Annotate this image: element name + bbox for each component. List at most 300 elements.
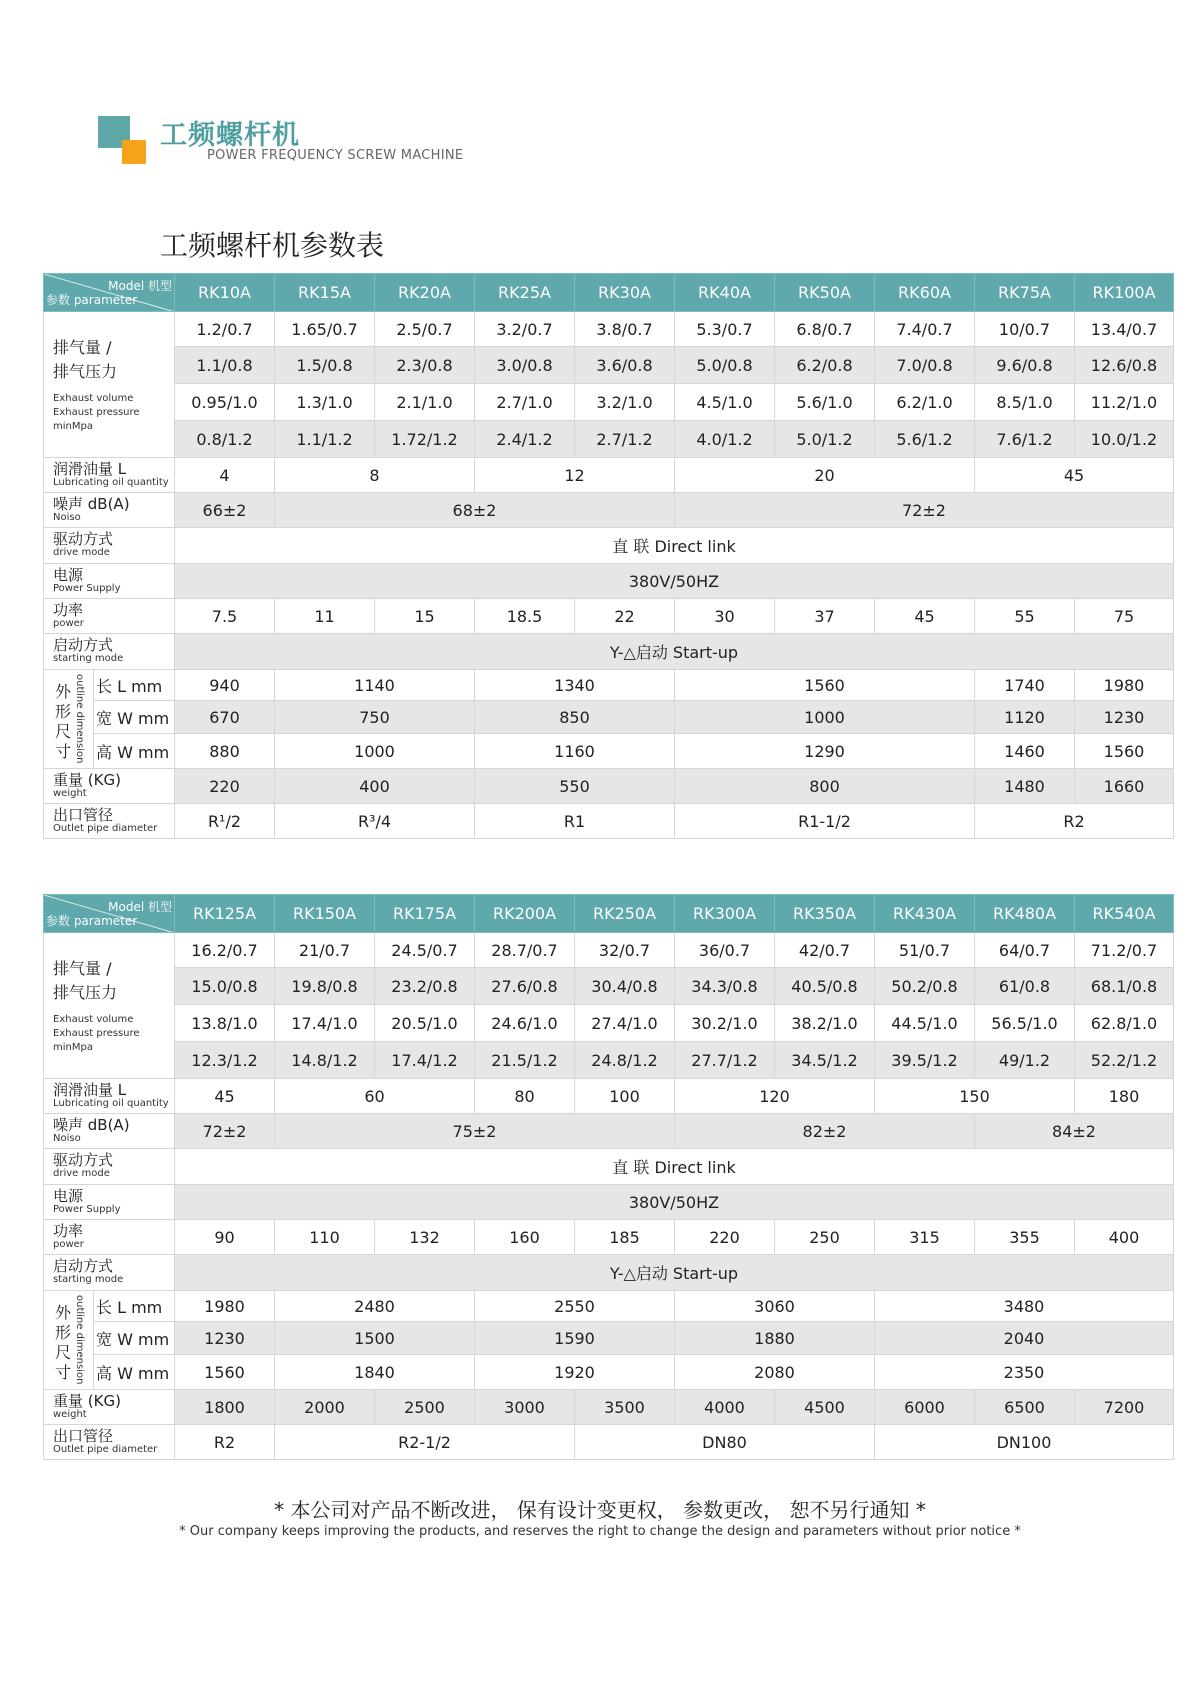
table-cell: 3.2/0.7 — [475, 312, 575, 347]
table-cell: 4.0/1.2 — [675, 421, 775, 458]
table-cell: 1120 — [975, 701, 1075, 734]
model-header: RK10A — [175, 274, 275, 312]
pipe-label — [44, 1425, 175, 1460]
table-cell: 1340 — [475, 670, 675, 701]
table-cell: 40.5/0.8 — [775, 968, 875, 1005]
table-cell: 400 — [275, 769, 475, 804]
drive-label — [44, 528, 175, 564]
brand-logo — [98, 116, 148, 166]
table-cell: 1.3/1.0 — [275, 384, 375, 421]
table-cell: 2.7/1.2 — [575, 421, 675, 458]
table-cell: 50.2/0.8 — [875, 968, 975, 1005]
power-row — [44, 599, 1174, 634]
drive-row — [44, 1149, 1174, 1185]
power-supply-row — [44, 564, 1174, 599]
table-cell: 37 — [775, 599, 875, 634]
table-cell: 2350 — [875, 1355, 1174, 1390]
table-cell: 39.5/1.2 — [875, 1042, 975, 1079]
table-cell: 18.5 — [475, 599, 575, 634]
table-cell: R2-1/2 — [275, 1425, 575, 1460]
noise-row — [44, 493, 1174, 528]
table-cell: 2.5/0.7 — [375, 312, 475, 347]
exhaust-label-en3: minMpa — [53, 420, 93, 432]
table-cell: DN100 — [875, 1425, 1174, 1460]
table-cell: 1980 — [1075, 670, 1174, 701]
table-cell: 1880 — [675, 1322, 875, 1355]
table-cell: 120 — [675, 1079, 875, 1114]
noise-label-cn: 噪声 dB(A) — [53, 1115, 130, 1134]
noise-label-en: Noiso — [53, 1132, 81, 1144]
weight-label-cn: 重量 (KG) — [53, 770, 121, 789]
weight-label-en: weight — [53, 787, 87, 799]
noise-label-en: Noiso — [53, 511, 81, 523]
table-cell: 185 — [575, 1220, 675, 1255]
disclaimer-cn: * 本公司对产品不断改进， 保有设计变更权， 参数更改， 恕不另行通知 * — [274, 1498, 926, 1522]
table-cell: 850 — [475, 701, 675, 734]
corner-parameter-label: 参数 parameter — [46, 914, 138, 928]
table-cell: 51/0.7 — [875, 933, 975, 968]
table-cell: 20 — [675, 458, 975, 493]
table-cell: 3.0/0.8 — [475, 347, 575, 384]
table-cell: 19.8/0.8 — [275, 968, 375, 1005]
start-row — [44, 1255, 1174, 1291]
table-cell: 2080 — [675, 1355, 875, 1390]
table-cell: 5.0/0.8 — [675, 347, 775, 384]
table-cell: 72±2 — [175, 1114, 275, 1149]
table-cell: 100 — [575, 1079, 675, 1114]
table-cell: 1000 — [675, 701, 975, 734]
exhaust-label-en1: Exhaust volume — [53, 1013, 134, 1025]
table-cell: 1560 — [675, 670, 975, 701]
table-cell: 1660 — [1075, 769, 1174, 804]
brand-subtitle: POWER FREQUENCY SCREW MACHINE — [207, 148, 464, 163]
model-header: RK150A — [275, 895, 375, 933]
exhaust-row — [44, 933, 1174, 968]
oil-row — [44, 1079, 1174, 1114]
power-label-cn: 功率 — [53, 600, 84, 619]
table-cell: 45 — [875, 599, 975, 634]
table-cell: Y-△启动 Start-up — [175, 1255, 1174, 1291]
table-cell: R1-1/2 — [675, 804, 975, 839]
exhaust-row — [44, 968, 1174, 1005]
outline-label-en: outline dimension — [74, 674, 85, 764]
pipe-label — [44, 804, 175, 839]
power-label-en: power — [53, 617, 84, 629]
power-supply-label — [44, 1185, 175, 1220]
table-cell: 34.5/1.2 — [775, 1042, 875, 1079]
model-header: RK430A — [875, 895, 975, 933]
table-cell: 1.72/1.2 — [375, 421, 475, 458]
table-cell: 12.3/1.2 — [175, 1042, 275, 1079]
table-cell: 7.4/0.7 — [875, 312, 975, 347]
exhaust-label-en1: Exhaust volume — [53, 392, 134, 404]
table-cell: 7.0/0.8 — [875, 347, 975, 384]
start-label-cn: 启动方式 — [53, 1257, 114, 1276]
table-cell: 4 — [175, 458, 275, 493]
table-cell: 132 — [375, 1220, 475, 1255]
table-cell: DN80 — [575, 1425, 875, 1460]
table-cell: 52.2/1.2 — [1075, 1042, 1174, 1079]
table-cell: 13.8/1.0 — [175, 1005, 275, 1042]
disclaimer-en: * Our company keeps improving the products, and reserves the right to change the design and parameters without prior notice * — [179, 1524, 1021, 1539]
model-header: RK60A — [875, 274, 975, 312]
spec-table-2 — [43, 894, 1174, 1460]
table-cell: 4000 — [675, 1390, 775, 1425]
oil-row — [44, 458, 1174, 493]
table-cell: R1 — [475, 804, 675, 839]
model-header: RK50A — [775, 274, 875, 312]
table-cell: 940 — [175, 670, 275, 701]
table-cell: 30.4/0.8 — [575, 968, 675, 1005]
height-label: 高 W mm — [94, 1355, 175, 1390]
table-cell: 110 — [275, 1220, 375, 1255]
power-label — [44, 599, 175, 634]
table-cell: 10/0.7 — [975, 312, 1075, 347]
width-row — [44, 701, 1174, 734]
table-cell: 75 — [1075, 599, 1174, 634]
table-cell: 24.6/1.0 — [475, 1005, 575, 1042]
table-cell: 1290 — [675, 734, 975, 769]
table-cell: 1500 — [275, 1322, 475, 1355]
exhaust-row — [44, 312, 1174, 347]
table-cell: 1230 — [1075, 701, 1174, 734]
table-cell: 13.4/0.7 — [1075, 312, 1174, 347]
exhaust-row — [44, 1042, 1174, 1079]
table-cell: 22 — [575, 599, 675, 634]
table-cell: 4500 — [775, 1390, 875, 1425]
table-cell: 0.8/1.2 — [175, 421, 275, 458]
table-cell: 3.6/0.8 — [575, 347, 675, 384]
table-cell: 34.3/0.8 — [675, 968, 775, 1005]
table-cell: 1480 — [975, 769, 1075, 804]
table-cell: 30 — [675, 599, 775, 634]
table-cell: 6500 — [975, 1390, 1075, 1425]
width-label: 宽 W mm — [94, 1322, 175, 1355]
table-cell: R2 — [975, 804, 1174, 839]
table-cell: 15 — [375, 599, 475, 634]
model-header: RK350A — [775, 895, 875, 933]
table-cell: 直 联 Direct link — [175, 528, 1174, 564]
table-cell: 75±2 — [275, 1114, 675, 1149]
table-cell: 3.8/0.7 — [575, 312, 675, 347]
height-label: 高 W mm — [94, 734, 175, 769]
start-label-cn: 启动方式 — [53, 636, 114, 655]
corner-parameter-label: 参数 parameter — [46, 293, 138, 307]
table-cell: 1800 — [175, 1390, 275, 1425]
table-cell: 355 — [975, 1220, 1075, 1255]
model-header: RK75A — [975, 274, 1075, 312]
length-label: 长 L mm — [94, 670, 175, 701]
table-cell: 1.1/0.8 — [175, 347, 275, 384]
table-cell: 2500 — [375, 1390, 475, 1425]
table-cell: 2040 — [875, 1322, 1174, 1355]
table-cell: R³/4 — [275, 804, 475, 839]
table-cell: 1920 — [475, 1355, 675, 1390]
table-cell: 380V/50HZ — [175, 564, 1174, 599]
drive-row — [44, 528, 1174, 564]
noise-row — [44, 1114, 1174, 1149]
table-cell: 82±2 — [675, 1114, 975, 1149]
table-cell: 12.6/0.8 — [1075, 347, 1174, 384]
table-cell: 1.65/0.7 — [275, 312, 375, 347]
table-cell: 315 — [875, 1220, 975, 1255]
table-cell: 2550 — [475, 1291, 675, 1322]
spec-table-1 — [43, 273, 1174, 839]
table-cell: 220 — [175, 769, 275, 804]
start-label — [44, 1255, 175, 1291]
table-cell: 1230 — [175, 1322, 275, 1355]
table-cell: 1560 — [1075, 734, 1174, 769]
drive-label-cn: 驱动方式 — [53, 1151, 114, 1170]
table-cell: 1840 — [275, 1355, 475, 1390]
table-cell: 64/0.7 — [975, 933, 1075, 968]
width-label: 宽 W mm — [94, 701, 175, 734]
pipe-row — [44, 1425, 1174, 1460]
table-cell: 20.5/1.0 — [375, 1005, 475, 1042]
model-header: RK175A — [375, 895, 475, 933]
table-cell: 24.8/1.2 — [575, 1042, 675, 1079]
table-cell: 72±2 — [675, 493, 1174, 528]
exhaust-label-cn2: 排气压力 — [53, 361, 118, 381]
exhaust-label-en3: minMpa — [53, 1041, 93, 1053]
model-header: RK540A — [1075, 895, 1174, 933]
drive-label-en: drive mode — [53, 1168, 110, 1180]
table-cell: 30.2/1.0 — [675, 1005, 775, 1042]
noise-label-cn: 噪声 dB(A) — [53, 494, 130, 513]
weight-label-cn: 重量 (KG) — [53, 1391, 121, 1410]
table-cell: 0.95/1.0 — [175, 384, 275, 421]
table-cell: 68±2 — [275, 493, 675, 528]
table-cell: 6000 — [875, 1390, 975, 1425]
table-cell: 49/1.2 — [975, 1042, 1075, 1079]
model-header: RK30A — [575, 274, 675, 312]
model-header: RK100A — [1075, 274, 1174, 312]
table-cell: 55 — [975, 599, 1075, 634]
table-cell: 66±2 — [175, 493, 275, 528]
drive-label-en: drive mode — [53, 547, 110, 559]
oil-label-en: Lubricating oil quantity — [53, 1097, 169, 1109]
model-header-row — [44, 895, 1174, 933]
power-supply-label — [44, 564, 175, 599]
table-cell: R2 — [175, 1425, 275, 1460]
table-cell: 5.6/1.2 — [875, 421, 975, 458]
table-cell: 6.2/1.0 — [875, 384, 975, 421]
length-label: 长 L mm — [94, 1291, 175, 1322]
outline-label-cn: 外形尺寸 — [54, 682, 71, 761]
exhaust-label-cn1: 排气量 / — [53, 337, 112, 357]
outline-label — [44, 1291, 94, 1390]
table-cell: 150 — [875, 1079, 1075, 1114]
exhaust-label-en2: Exhaust pressure — [53, 406, 140, 418]
table-cell: 8.5/1.0 — [975, 384, 1075, 421]
table-cell: Y-△启动 Start-up — [175, 634, 1174, 670]
table-cell: 71.2/0.7 — [1075, 933, 1174, 968]
exhaust-row — [44, 347, 1174, 384]
table-cell: 61/0.8 — [975, 968, 1075, 1005]
table-cell: 5.6/1.0 — [775, 384, 875, 421]
width-row — [44, 1322, 1174, 1355]
length-row — [44, 670, 1174, 701]
pipe-label-cn: 出口管径 — [53, 1426, 114, 1445]
table-cell: 380V/50HZ — [175, 1185, 1174, 1220]
table-cell: 1140 — [275, 670, 475, 701]
oil-label-cn: 润滑油量 L — [53, 1080, 127, 1099]
table-cell: 180 — [1075, 1079, 1174, 1114]
table-cell: 7.5 — [175, 599, 275, 634]
table-cell: 550 — [475, 769, 675, 804]
start-label — [44, 634, 175, 670]
table-cell: 56.5/1.0 — [975, 1005, 1075, 1042]
corner-header — [44, 274, 175, 312]
model-header: RK15A — [275, 274, 375, 312]
table-cell: 27.4/1.0 — [575, 1005, 675, 1042]
table-cell: 36/0.7 — [675, 933, 775, 968]
table-cell: 1740 — [975, 670, 1075, 701]
table-cell: 2480 — [275, 1291, 475, 1322]
table-cell: 45 — [175, 1079, 275, 1114]
table-cell: 62.8/1.0 — [1075, 1005, 1174, 1042]
table-cell: 32/0.7 — [575, 933, 675, 968]
table-cell: 750 — [275, 701, 475, 734]
pipe-label-cn: 出口管径 — [53, 805, 114, 824]
model-header: RK20A — [375, 274, 475, 312]
pipe-label-en: Outlet pipe diameter — [53, 822, 158, 834]
table-cell: 9.6/0.8 — [975, 347, 1075, 384]
table-cell: 2.7/1.0 — [475, 384, 575, 421]
oil-label — [44, 458, 175, 493]
table-cell: 1560 — [175, 1355, 275, 1390]
table-cell: 6.8/0.7 — [775, 312, 875, 347]
power-row — [44, 1220, 1174, 1255]
logo-square-orange — [122, 140, 146, 164]
table-cell: 1.5/0.8 — [275, 347, 375, 384]
power-supply-label-cn: 电源 — [53, 565, 84, 584]
table-cell: 220 — [675, 1220, 775, 1255]
weight-row — [44, 1390, 1174, 1425]
corner-model-label: Model 机型 — [108, 279, 172, 293]
oil-label-cn: 润滑油量 L — [53, 459, 127, 478]
table-cell: 7200 — [1075, 1390, 1174, 1425]
model-header: RK40A — [675, 274, 775, 312]
table-cell: 800 — [675, 769, 975, 804]
table-cell: 44.5/1.0 — [875, 1005, 975, 1042]
table-cell: 1000 — [275, 734, 475, 769]
table-cell: 28.7/0.7 — [475, 933, 575, 968]
length-row — [44, 1291, 1174, 1322]
table-cell: 24.5/0.7 — [375, 933, 475, 968]
table-cell: 3500 — [575, 1390, 675, 1425]
power-label — [44, 1220, 175, 1255]
pipe-label-en: Outlet pipe diameter — [53, 1443, 158, 1455]
table-cell: 5.3/0.7 — [675, 312, 775, 347]
table-cell: 3.2/1.0 — [575, 384, 675, 421]
table-cell: 11.2/1.0 — [1075, 384, 1174, 421]
table-cell: 16.2/0.7 — [175, 933, 275, 968]
weight-row — [44, 769, 1174, 804]
table-cell: 23.2/0.8 — [375, 968, 475, 1005]
table-cell: R¹/2 — [175, 804, 275, 839]
power-supply-label-cn: 电源 — [53, 1186, 84, 1205]
page-title: 工频螺杆机参数表 — [160, 229, 385, 262]
table-cell: 27.6/0.8 — [475, 968, 575, 1005]
table-cell: 直 联 Direct link — [175, 1149, 1174, 1185]
table-cell: 84±2 — [975, 1114, 1174, 1149]
power-supply-label-en: Power Supply — [53, 582, 121, 594]
exhaust-row — [44, 384, 1174, 421]
table-cell: 12 — [475, 458, 675, 493]
table-cell: 17.4/1.0 — [275, 1005, 375, 1042]
exhaust-label — [44, 312, 175, 458]
height-row — [44, 1355, 1174, 1390]
table-cell: 11 — [275, 599, 375, 634]
table-cell: 10.0/1.2 — [1075, 421, 1174, 458]
table-cell: 1460 — [975, 734, 1075, 769]
table-cell: 5.0/1.2 — [775, 421, 875, 458]
table-cell: 880 — [175, 734, 275, 769]
power-supply-label-en: Power Supply — [53, 1203, 121, 1215]
weight-label — [44, 769, 175, 804]
model-header: RK125A — [175, 895, 275, 933]
brand-title: 工频螺杆机 — [160, 120, 300, 151]
power-label-en: power — [53, 1238, 84, 1250]
table-cell: 2.4/1.2 — [475, 421, 575, 458]
power-label-cn: 功率 — [53, 1221, 84, 1240]
model-header: RK25A — [475, 274, 575, 312]
model-header: RK250A — [575, 895, 675, 933]
drive-label — [44, 1149, 175, 1185]
corner-header — [44, 895, 175, 933]
table-cell: 60 — [275, 1079, 475, 1114]
model-header: RK200A — [475, 895, 575, 933]
table-cell: 2.1/1.0 — [375, 384, 475, 421]
exhaust-label-cn1: 排气量 / — [53, 958, 112, 978]
noise-label — [44, 493, 175, 528]
exhaust-row — [44, 421, 1174, 458]
model-header: RK480A — [975, 895, 1075, 933]
table-cell: 3060 — [675, 1291, 875, 1322]
table-cell: 1980 — [175, 1291, 275, 1322]
exhaust-label-en2: Exhaust pressure — [53, 1027, 140, 1039]
table-cell: 21/0.7 — [275, 933, 375, 968]
table-cell: 2.3/0.8 — [375, 347, 475, 384]
power-supply-row — [44, 1185, 1174, 1220]
drive-label-cn: 驱动方式 — [53, 530, 114, 549]
table-cell: 1.1/1.2 — [275, 421, 375, 458]
start-label-en: starting mode — [53, 1274, 124, 1286]
height-row — [44, 734, 1174, 769]
table-cell: 1.2/0.7 — [175, 312, 275, 347]
table-cell: 3480 — [875, 1291, 1174, 1322]
table-cell: 400 — [1075, 1220, 1174, 1255]
table-cell: 15.0/0.8 — [175, 968, 275, 1005]
table-cell: 80 — [475, 1079, 575, 1114]
pipe-row — [44, 804, 1174, 839]
table-cell: 4.5/1.0 — [675, 384, 775, 421]
noise-label — [44, 1114, 175, 1149]
table-cell: 68.1/0.8 — [1075, 968, 1174, 1005]
table-cell: 3000 — [475, 1390, 575, 1425]
oil-label — [44, 1079, 175, 1114]
table-cell: 42/0.7 — [775, 933, 875, 968]
table-cell: 45 — [975, 458, 1174, 493]
exhaust-label — [44, 933, 175, 1079]
outline-label-cn: 外形尺寸 — [54, 1303, 71, 1382]
table-cell: 1160 — [475, 734, 675, 769]
corner-model-label: Model 机型 — [108, 900, 172, 914]
exhaust-label-cn2: 排气压力 — [53, 982, 118, 1002]
weight-label — [44, 1390, 175, 1425]
table-cell: 250 — [775, 1220, 875, 1255]
